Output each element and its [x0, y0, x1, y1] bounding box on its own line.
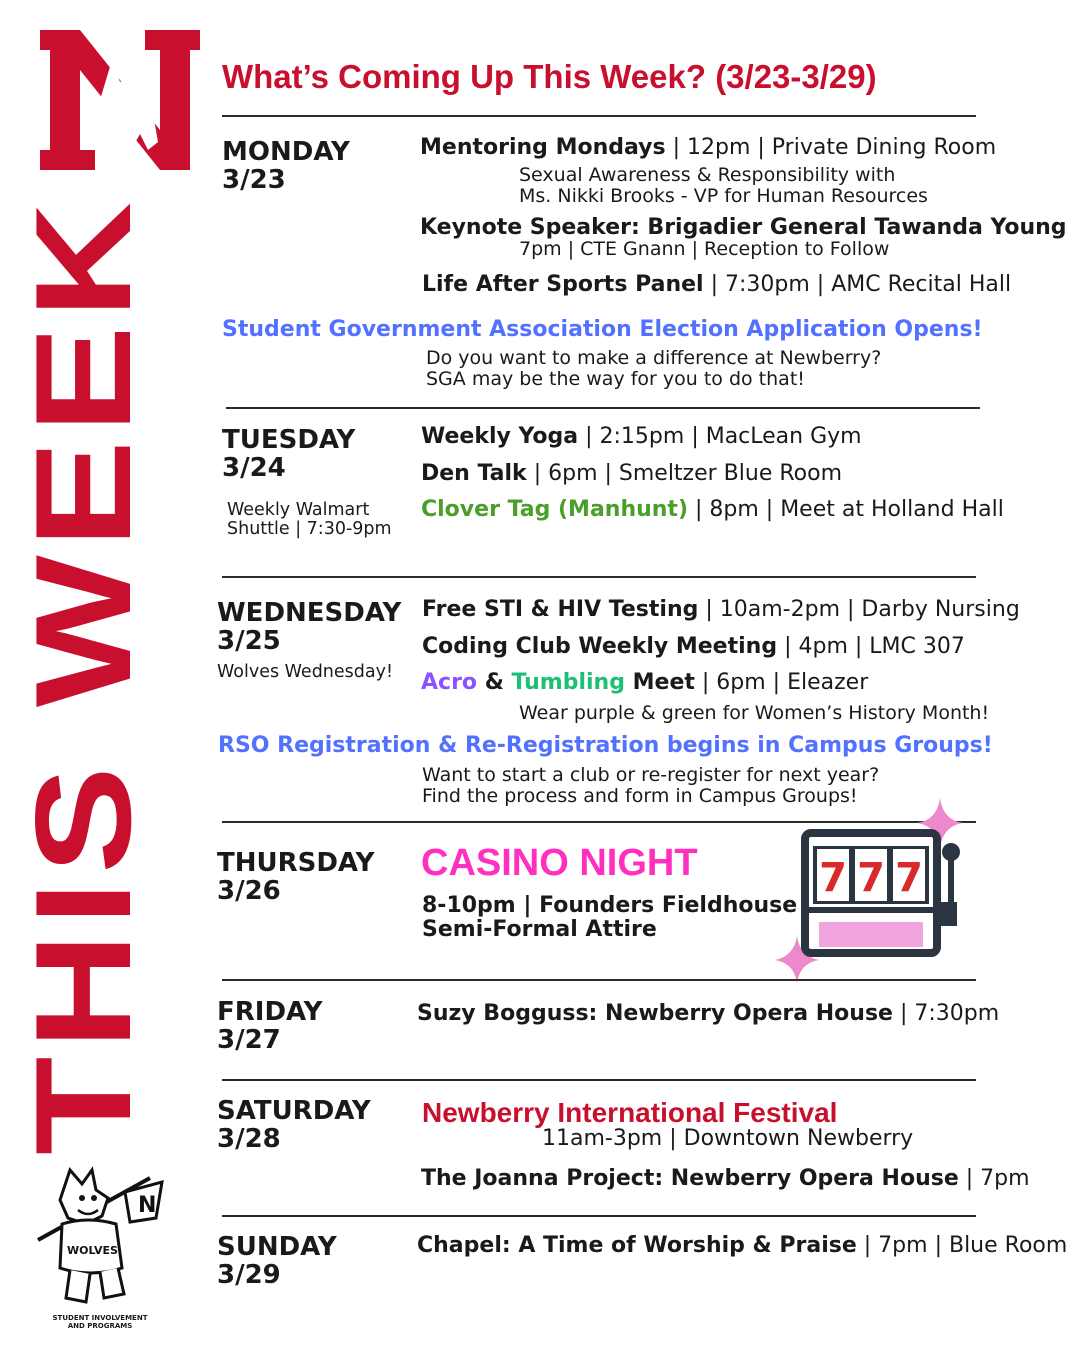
event-life-after-sports — [422, 272, 1011, 298]
day-name: TUESDAY — [222, 425, 356, 455]
event-name: The Joanna Project: Newberry Opera House — [421, 1166, 959, 1191]
event-den-talk — [421, 461, 842, 487]
mascot-logo — [30, 1160, 170, 1335]
event-name: Coding Club Weekly Meeting — [422, 634, 778, 659]
day-note: Shuttle | 7:30-9pm — [227, 519, 392, 539]
event-acro-tumbling — [421, 670, 868, 696]
event-subtitle: Sexual Awareness & Responsibility with — [519, 164, 896, 186]
event-details: | 7pm | Blue Room — [856, 1233, 1068, 1258]
event-details: | 7:30pm — [892, 1001, 1000, 1026]
event-name-part: & — [477, 670, 512, 695]
event-details: | 12pm | Private Dining Room — [665, 135, 997, 160]
flag-letter: N — [138, 1193, 157, 1218]
slot-digit: 7 — [819, 855, 847, 901]
event-details: | 2:15pm | MacLean Gym — [578, 424, 862, 449]
day-date: 3/25 — [217, 626, 281, 656]
event-sti-testing — [422, 597, 1020, 623]
event-subtitle: Ms. Nikki Brooks - VP for Human Resources — [519, 185, 928, 207]
event-details: | 7:30pm | AMC Recital Hall — [703, 272, 1012, 297]
day-label-tuesday — [222, 426, 355, 482]
event-name: Life After Sports Panel — [422, 272, 704, 297]
day-date: 3/29 — [217, 1260, 281, 1290]
day-name: SUNDAY — [217, 1232, 337, 1262]
wolf-mascot-icon — [30, 1160, 170, 1310]
event-weekly-yoga — [421, 424, 862, 450]
slot-digit: 7 — [857, 855, 885, 901]
event-details: | 4pm | LMC 307 — [777, 634, 965, 659]
announcement-subtitle: Find the process and form in Campus Groups! — [422, 785, 858, 807]
event-name: Keynote Speaker: Brigadier General Tawanda Young — [420, 215, 1067, 240]
event-subtitle: 11am-3pm | Downtown Newberry — [542, 1126, 914, 1151]
day-label-friday — [217, 998, 323, 1054]
event-mentoring-mondays — [420, 135, 996, 161]
mascot-caption — [30, 1314, 170, 1330]
caption-line-2: AND PROGRAMS — [67, 1322, 133, 1330]
event-details: 8-10pm | Founders Fieldhouse — [422, 893, 798, 918]
announcement-subtitle: Do you want to make a difference at Newberry? — [426, 347, 882, 369]
day-label-sunday — [217, 1233, 337, 1289]
day-label-saturday — [217, 1097, 371, 1153]
day-name: MONDAY — [222, 137, 350, 167]
divider — [222, 576, 976, 578]
event-details: | 6pm | Eleazer — [694, 670, 869, 695]
event-details: | 6pm | Smeltzer Blue Room — [526, 461, 843, 486]
day-date: 3/23 — [222, 165, 286, 195]
event-name: Weekly Yoga — [421, 424, 579, 449]
slot-digit: 7 — [895, 855, 923, 901]
day-name: SATURDAY — [217, 1096, 371, 1126]
shirt-text: WOLVES — [67, 1244, 118, 1257]
day-date: 3/28 — [217, 1124, 281, 1154]
slot-machine-icon — [775, 798, 975, 983]
announcement-subtitle: SGA may be the way for you to do that! — [426, 368, 805, 390]
event-name: Suzy Bogguss: Newberry Opera House — [417, 1001, 893, 1026]
rso-announcement-title: RSO Registration & Re-Registration begins in Campus Groups! — [218, 733, 993, 758]
casino-night-headline: CASINO NIGHT — [421, 842, 698, 884]
event-name: Chapel: A Time of Worship & Praise — [417, 1233, 857, 1258]
festival-headline: Newberry International Festival — [422, 1097, 838, 1128]
newberry-n-wolf-logo — [40, 30, 200, 170]
day-note: Weekly Walmart — [227, 500, 370, 520]
event-subtitle: Wear purple & green for Women’s History Month! — [519, 702, 990, 724]
this-week-text: THIS WEEK — [7, 345, 159, 1155]
event-coding-club — [422, 634, 965, 660]
event-name-part: Tumbling — [511, 670, 625, 695]
day-label-monday — [222, 138, 350, 194]
divider — [222, 1215, 976, 1217]
day-date: 3/26 — [217, 876, 281, 906]
event-details: | 10am-2pm | Darby Nursing — [698, 597, 1020, 622]
event-attire: Semi-Formal Attire — [422, 917, 657, 942]
event-chapel — [417, 1233, 1067, 1259]
day-date: 3/24 — [222, 453, 286, 483]
day-name: FRIDAY — [217, 997, 323, 1027]
divider — [222, 979, 976, 981]
event-details: | 8pm | Meet at Holland Hall — [688, 497, 1004, 522]
divider — [222, 115, 976, 117]
day-name: WEDNESDAY — [217, 598, 402, 628]
event-joanna-project — [421, 1166, 1030, 1192]
this-week-vertical-title — [7, 190, 159, 1160]
event-name-part: Acro — [421, 670, 478, 695]
event-name: Free STI & HIV Testing — [422, 597, 699, 622]
page-title: What’s Coming Up This Week? (3/23-3/29) — [222, 58, 877, 95]
event-name: Den Talk — [421, 461, 527, 486]
divider — [222, 1079, 976, 1081]
divider — [226, 407, 980, 409]
event-suzy-bogguss — [417, 1001, 999, 1027]
event-name: Clover Tag (Manhunt) — [421, 497, 689, 522]
sga-announcement-title: Student Government Association Election Application Opens! — [222, 317, 983, 342]
caption-line-1: STUDENT INVOLVEMENT — [52, 1314, 148, 1322]
event-subtitle: 7pm | CTE Gnann | Reception to Follow — [519, 238, 890, 260]
announcement-subtitle: Want to start a club or re-register for next year? — [422, 764, 880, 786]
day-date: 3/27 — [217, 1025, 281, 1055]
event-clover-tag — [421, 497, 1004, 523]
day-label-thursday — [217, 849, 374, 905]
day-note: Wolves Wednesday! — [217, 662, 393, 682]
event-name: Mentoring Mondays — [420, 135, 666, 160]
day-name: THURSDAY — [217, 848, 375, 878]
event-name-part: Meet — [624, 670, 695, 695]
day-label-wednesday — [217, 599, 401, 655]
event-details: | 7pm — [958, 1166, 1030, 1191]
